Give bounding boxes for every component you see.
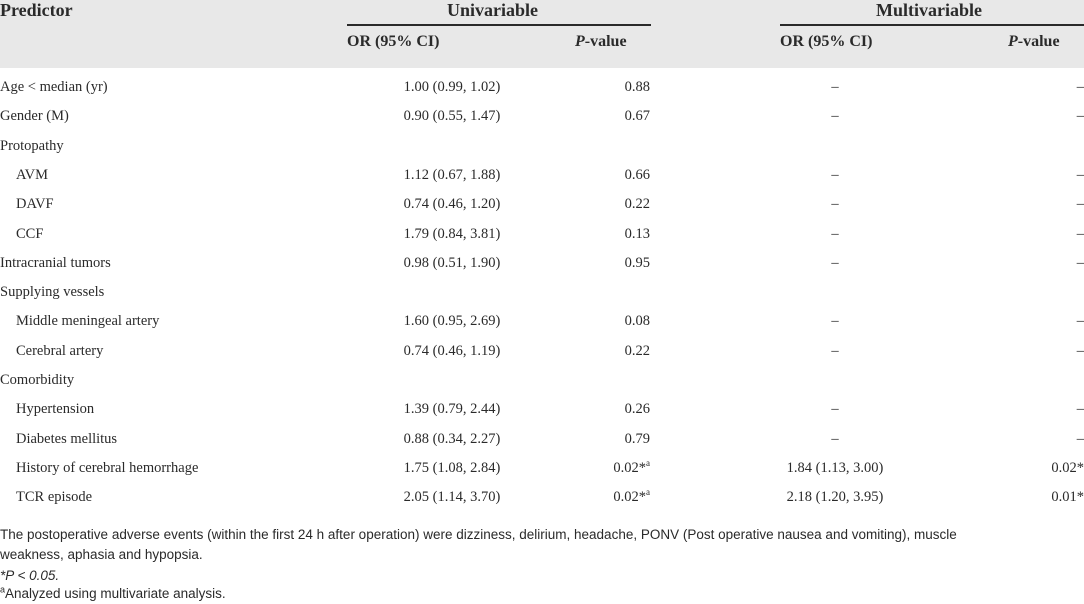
row-label: History of cerebral hemorrhage	[16, 460, 199, 476]
multivariable-p: –	[1076, 167, 1084, 183]
univariable-p: 0.22	[624, 196, 650, 212]
multivariable-p: –	[1076, 431, 1084, 447]
multivariable-rule	[780, 24, 1084, 26]
univariable-or: 1.60 (0.95, 2.69)	[403, 313, 501, 329]
univariable-or: 0.74 (0.46, 1.19)	[403, 343, 501, 359]
row-label: TCR episode	[16, 489, 93, 505]
univariable-or-header: OR (95% CI)	[347, 33, 440, 50]
footnote-text: The postoperative adverse events (within the first 24 h after operation) were dizziness, delirium, headache, PONV (Post operative nausea and vomiting), muscle weakness, aphasia and hypopsia.	[0, 527, 957, 562]
univariable-p: 0.02*$^a$	[613, 458, 650, 476]
multivariable-p: –	[1076, 255, 1084, 271]
multivariable-p: –	[1076, 196, 1084, 212]
univariable-or: 0.88 (0.34, 2.27)	[403, 431, 501, 447]
univariable-p: 0.22	[624, 343, 650, 359]
multivariable-or: –	[831, 255, 839, 271]
univariable-p-header: P-value	[575, 33, 627, 50]
univariable-p: 0.13	[624, 226, 650, 242]
multivariable-or: –	[831, 108, 839, 124]
univariable-or: 1.39 (0.79, 2.44)	[403, 401, 501, 417]
univariable-or: 1.12 (0.67, 1.88)	[403, 167, 501, 183]
univariable-or: 0.74 (0.46, 1.20)	[403, 196, 501, 212]
row-label: Protopathy	[0, 138, 64, 154]
row-label: Cerebral artery	[16, 343, 104, 359]
univariable-p: 0.08	[624, 313, 650, 329]
multivariable-or: –	[831, 167, 839, 183]
univariable-p: 0.79	[624, 431, 650, 447]
univariable-or: 0.98 (0.51, 1.90)	[403, 255, 501, 271]
univariable-or: 2.05 (1.14, 3.70)	[403, 489, 501, 505]
row-label: Hypertension	[16, 401, 95, 417]
multivariable-p: 0.02*	[1051, 460, 1084, 476]
row-label: Diabetes mellitus	[16, 431, 118, 447]
row-label: AVM	[16, 167, 48, 183]
univariable-p: 0.66	[624, 167, 650, 183]
footnote-significance: *P < 0.05.	[0, 568, 60, 583]
multivariable-p-header: P-value	[1008, 33, 1060, 50]
multivariable-p: –	[1076, 401, 1084, 417]
multivariable-p: 0.01*	[1051, 489, 1084, 505]
multivariable-or-header: OR (95% CI)	[780, 33, 873, 50]
row-label: Intracranial tumors	[0, 255, 111, 271]
multivariable-or: 1.84 (1.13, 3.00)	[786, 460, 884, 476]
multivariable-p: –	[1076, 313, 1084, 329]
multivariable-header: Multivariable	[876, 0, 982, 20]
footnote-a: $^a$Analyzed using multivariate analysis.	[0, 584, 226, 601]
univariable-or: 1.75 (1.08, 2.84)	[403, 460, 501, 476]
univariable-p: 0.88	[624, 79, 650, 95]
univariable-p: 0.26	[624, 401, 650, 417]
univariable-p: 0.67	[624, 108, 650, 124]
multivariable-or: –	[831, 401, 839, 417]
multivariable-p: –	[1076, 343, 1084, 359]
univariable-p: 0.95	[624, 255, 650, 271]
row-label: Comorbidity	[0, 372, 75, 388]
row-label: CCF	[16, 226, 44, 242]
univariable-header: Univariable	[447, 0, 539, 20]
multivariable-p: –	[1076, 226, 1084, 242]
row-label: Age < median (yr)	[0, 79, 108, 95]
univariable-or: 1.00 (0.99, 1.02)	[403, 79, 501, 95]
multivariable-or: –	[831, 196, 839, 212]
multivariable-or: –	[831, 79, 839, 95]
univariable-or: 0.90 (0.55, 1.47)	[403, 108, 501, 124]
univariable-p: 0.02*$^a$	[613, 487, 650, 505]
multivariable-or: –	[831, 226, 839, 242]
univariable-rule	[347, 24, 651, 26]
row-label: Supplying vessels	[0, 284, 105, 300]
multivariable-p: –	[1076, 108, 1084, 124]
univariable-or: 1.79 (0.84, 3.81)	[403, 226, 501, 242]
multivariable-or: –	[831, 343, 839, 359]
multivariable-or: –	[831, 431, 839, 447]
row-label: DAVF	[16, 196, 54, 212]
multivariable-p: –	[1076, 79, 1084, 95]
multivariable-or: –	[831, 313, 839, 329]
multivariable-or: 2.18 (1.20, 3.95)	[786, 489, 884, 505]
row-label: Middle meningeal artery	[16, 313, 160, 329]
predictor-header: Predictor	[0, 0, 73, 20]
row-label: Gender (M)	[0, 108, 69, 124]
